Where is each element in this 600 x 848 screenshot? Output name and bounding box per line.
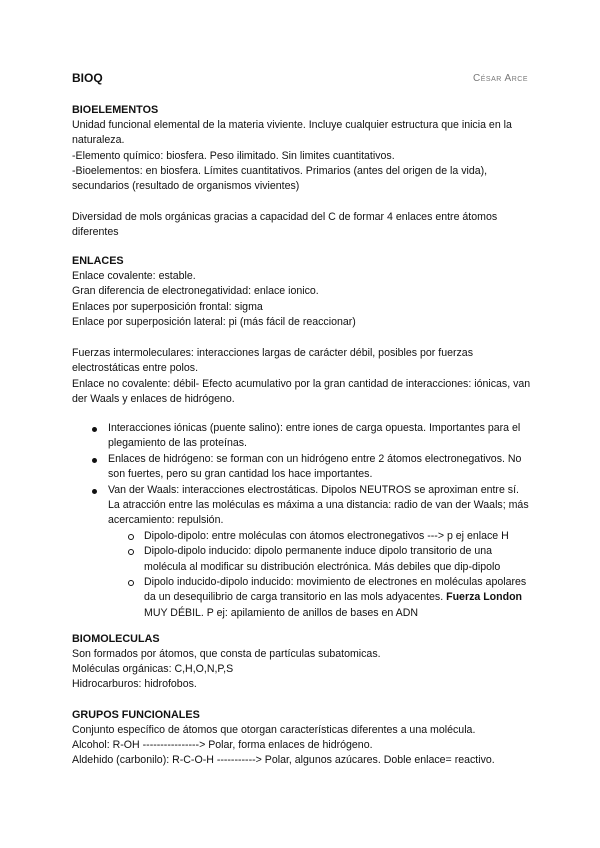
paragraph: Fuerzas intermoleculares: interacciones largas de carácter débil, posibles por fuerzas electrostáticas entre polos. <box>72 347 473 375</box>
paragraph: Enlaces por superposición frontal: sigma <box>72 301 263 313</box>
london-force-label: Fuerza London <box>446 591 523 604</box>
heading-grupos-funcionales: GRUPOS FUNCIONALES <box>72 709 200 721</box>
heading-enlaces: ENLACES <box>72 255 124 267</box>
bullet-list <box>72 421 532 621</box>
paragraph: Enlace no covalente: débil- Efecto acumulativo por la gran cantidad de interacciones: iónicas, van der Waals y enlaces de hidrógeno. <box>72 378 531 406</box>
sub-list-item: Dipolo-dipolo inducido: dipolo permanente induce dipolo transitorio de una molécula al modificar su distribución electrónica. Más debiles que dip-dipolo <box>108 544 532 575</box>
paragraph: Enlace por superposición lateral: pi (más fácil de reaccionar) <box>72 316 356 328</box>
list-item: Van der Waals: interacciones electrostáticas. Dipolos NEUTROS se aproximan entre sí. La atracción entre las moléculas es máxima a una distancia: radio de van der Waals; más acercamiento: repulsión. Dipolo-dipolo: entre moléculas con átomos electronegativos ---> p ej enlace H Dipolo-dipolo inducido: dipolo permanente induce dipolo transitorio de una molécula al modificar su distribución electrónica. Más debiles que dip-dipolo Dipolo inducido-dipolo inducido: movimiento de electrones en moléculas apolares da un desequilibrio de carga transitorio en las mols adyacentes. Fuerza London MUY DÉBIL. P ej: apilamiento de anillos de bases en ADN <box>72 483 532 622</box>
paragraph: Enlace covalente: estable. <box>72 270 196 282</box>
list-item: Enlaces de hidrógeno: se forman con un hidrógeno entre 2 átomos electronegativos. No son fuertes, pero su gran cantidad los hace importantes. <box>72 452 532 483</box>
sub-bullet-list <box>108 529 532 621</box>
paragraph: Aldehido (carbonilo): R-C-O-H -----------> Polar, algunos azúcares. Doble enlace= reactivo. <box>72 754 495 766</box>
paragraph: Unidad funcional elemental de la materia viviente. Incluye cualquier estructura que inicia en la naturaleza. <box>72 119 512 147</box>
paragraph: -Bioelementos: en biosfera. Límites cuantitativos. Primarios (antes del origen de la vida), secundarios (resultado de organismos vivientes) <box>72 165 488 193</box>
paragraph: Son formados por átomos, que consta de partículas subatomicas. <box>72 648 381 660</box>
list-item: Interacciones iónicas (puente salino): entre iones de carga opuesta. Importantes para el plegamiento de las proteínas. <box>72 421 532 452</box>
paragraph: Gran diferencia de electronegatividad: enlace ionico. <box>72 285 319 297</box>
paragraph: -Elemento químico: biosfera. Peso ilimitado. Sin limites cuantitativos. <box>72 150 395 162</box>
document-title: BIOQ <box>72 71 103 85</box>
paragraph: Hidrocarburos: hidrofobos. <box>72 678 197 690</box>
heading-bioelementos: BIOELEMENTOS <box>72 104 159 116</box>
heading-biomoleculas: BIOMOLECULAS <box>72 633 160 645</box>
paragraph: Moléculas orgánicas: C,H,O,N,P,S <box>72 663 234 675</box>
paragraph: Diversidad de mols orgánicas gracias a capacidad del C de formar 4 enlaces entre átomos diferentes <box>72 211 498 239</box>
paragraph: Alcohol: R-OH ----------------> Polar, forma enlaces de hidrógeno. <box>72 739 373 751</box>
sub-list-item: Dipolo inducido-dipolo inducido: movimiento de electrones en moléculas apolares da un desequilibrio de carga transitorio en las mols adyacentes. Fuerza London MUY DÉBIL. P ej: apilamiento de anillos de bases en ADN <box>108 575 532 621</box>
paragraph: Conjunto específico de átomos que otorgan características diferentes a una molécula. <box>72 724 476 736</box>
sub-list-item: Dipolo-dipolo: entre moléculas con átomos electronegativos ---> p ej enlace H <box>108 529 532 544</box>
author-name: César Arce <box>473 73 528 84</box>
